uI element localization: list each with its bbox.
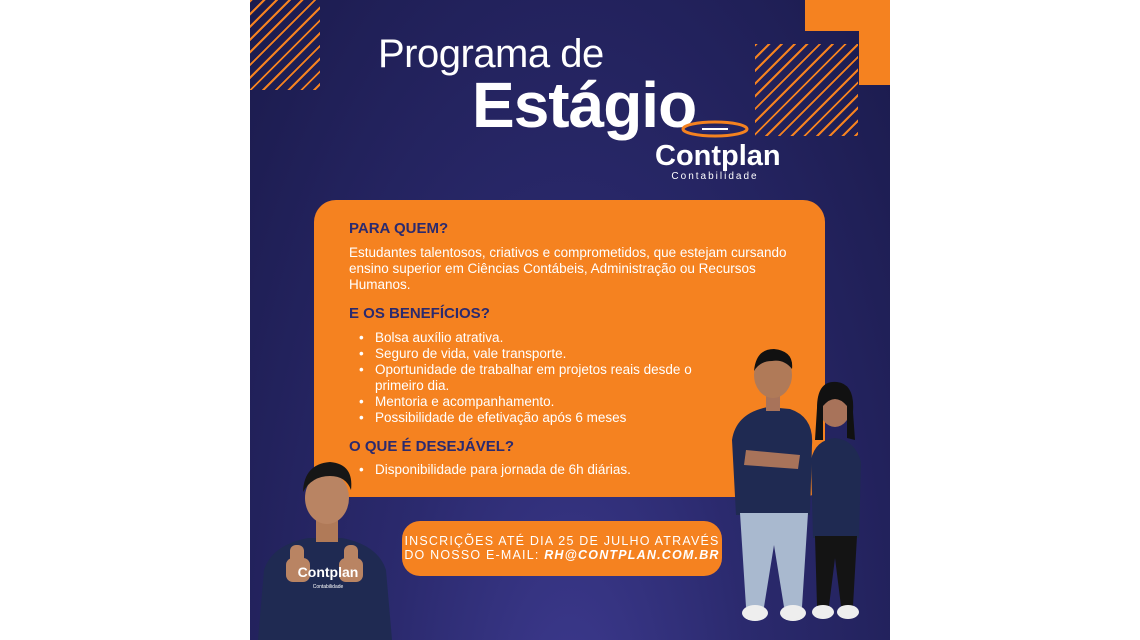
- cta-banner: [402, 521, 722, 576]
- brand-name: Contplan: [655, 140, 781, 172]
- heading-para-quem: PARA QUEM?: [349, 220, 449, 237]
- cta-line-1: INSCRIÇÕES ATÉ DIA 25 DE JULHO ATRAVÉS: [404, 534, 720, 548]
- brand-subtitle: Contabilidade: [671, 171, 759, 182]
- text-para-quem: Estudantes talentosos, criativos e comprometidos, que estejam cursando ensino superior em Ciências Contábeis, Administração ou Recursos Humanos.: [349, 245, 787, 292]
- shirt-brand-sub: Contabilidade: [312, 584, 344, 590]
- poster: [250, 0, 890, 640]
- logo-swoosh-icon: [680, 118, 750, 140]
- person-woman-photo: [805, 378, 865, 640]
- list-desejavel: [349, 462, 729, 478]
- list-item: • Oportunidade de trabalhar em projetos reais desde o primeiro dia.: [349, 362, 729, 394]
- list-beneficios: [349, 330, 729, 426]
- list-item: • Bolsa auxílio atrativa.: [349, 330, 729, 346]
- list-item: • Possibilidade de efetivação após 6 meses: [349, 410, 729, 426]
- list-item: • Disponibilidade para jornada de 6h diárias.: [349, 462, 729, 478]
- heading-desejavel: O QUE É DESEJÁVEL?: [349, 438, 515, 455]
- cta-line-2: [404, 548, 719, 562]
- heading-beneficios: E OS BENEFÍCIOS?: [349, 305, 490, 322]
- title-line-1: Programa de: [378, 32, 604, 76]
- list-item: • Mentoria e acompanhamento.: [349, 394, 729, 410]
- person-thumbs-up-photo: [250, 450, 400, 640]
- title-line-2: Estágio: [472, 69, 697, 141]
- cta-prefix: DO NOSSO E-MAIL:: [404, 548, 545, 562]
- cta-email-link[interactable]: RH@CONTPLAN.COM.BR: [544, 548, 720, 562]
- shirt-brand-text: Contplan: [297, 564, 359, 580]
- decorative-stripes-top-left: [250, 0, 320, 90]
- list-item: • Seguro de vida, vale transporte.: [349, 346, 729, 362]
- contplan-logo: [655, 118, 781, 182]
